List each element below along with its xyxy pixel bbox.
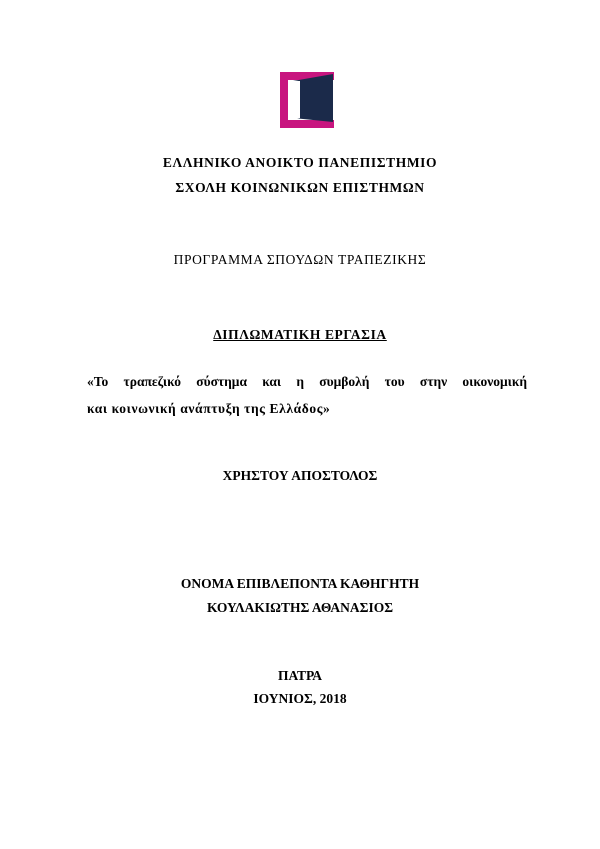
supervisor-label: ΟΝΟΜΑ ΕΠΙΒΛΕΠΟΝΤΑ ΚΑΘΗΓΗΤΗ	[180, 576, 420, 591]
city: ΠΑΤΡΑ	[278, 668, 322, 683]
university-name: ΕΛΛΗΝΙΚΟ ΑΝΟΙΚΤΟ ΠΑΝΕΠΙΣΤΗΜΙΟ	[162, 155, 438, 170]
author-name: ΧΡΗΣΤΟΥ ΑΠΟΣΤΟΛΟΣ	[222, 468, 378, 483]
document-type	[0, 327, 600, 343]
supervisor-name: ΚΟΥΛΑΚΙΩΤΗΣ ΑΘΑΝΑΣΙΟΣ	[206, 600, 394, 615]
date: ΙΟΥΝΙΟΣ, 2018	[253, 691, 347, 706]
document-type-text: ΔΙΠΛΩΜΑΤΙΚΗ ΕΡΓΑΣΙΑ	[213, 327, 387, 342]
thesis-title-line-1: «Το τραπεζικό σύστημα και η συμβολή του στην οικονομική	[87, 374, 527, 389]
thesis-title-line-2: και κοινωνική ανάπτυξη της Ελλάδος»	[87, 401, 331, 416]
school-name: ΣΧΟΛΗ ΚΟΙΝΩΝΙΚΩΝ ΕΠΙΣΤΗΜΩΝ	[175, 180, 425, 195]
program-name: ΠΡΟΓΡΑΜΜΑ ΣΠΟΥΔΩΝ ΤΡΑΠΕΖΙΚΗΣ	[173, 252, 427, 267]
university-logo-icon	[280, 72, 334, 128]
